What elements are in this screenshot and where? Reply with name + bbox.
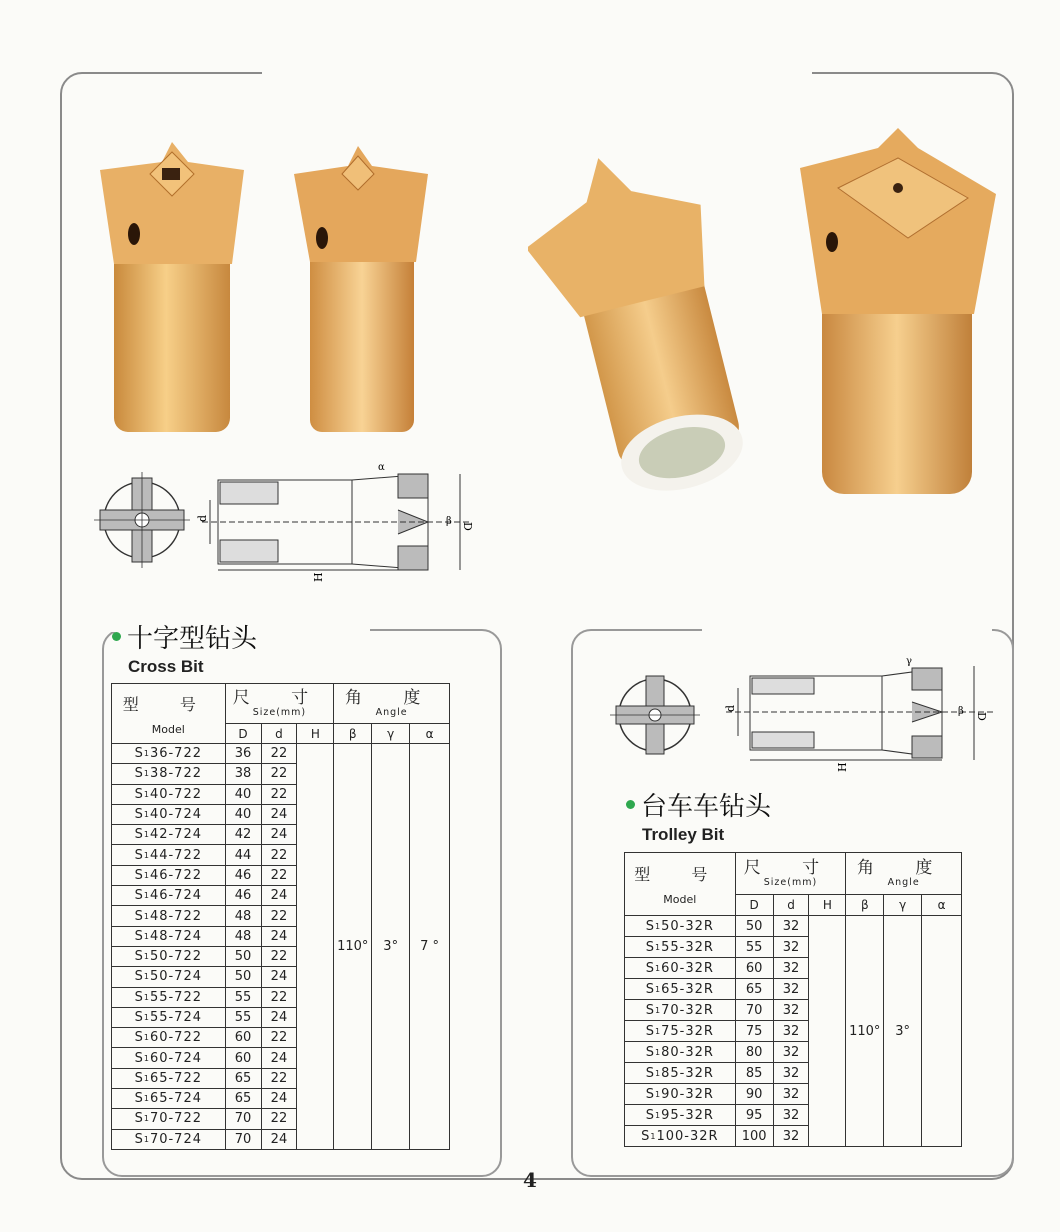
model-cell: S180-32R xyxy=(625,1042,736,1063)
cell-D: 70 xyxy=(225,1109,261,1129)
cell-d: 32 xyxy=(773,979,809,1000)
col-D: D xyxy=(225,724,261,744)
model-cell: S142-724 xyxy=(112,825,226,845)
cell-D: 60 xyxy=(225,1028,261,1048)
cell-d: 22 xyxy=(261,1068,297,1088)
size-header: 尺 寸 Size(mm) xyxy=(735,853,846,895)
col-alpha: α xyxy=(410,724,450,744)
cell-D: 60 xyxy=(225,1048,261,1068)
model-cell: S155-722 xyxy=(112,987,226,1007)
bullet-icon xyxy=(112,632,121,641)
col-D: D xyxy=(735,895,773,916)
trolley-bit-title-cn: 台车车钻头 xyxy=(641,792,772,822)
model-cell: S190-32R xyxy=(625,1084,736,1105)
model-cell: S155-724 xyxy=(112,1007,226,1027)
cell-d: 32 xyxy=(773,958,809,979)
model-cell: S165-32R xyxy=(625,979,736,1000)
cell-beta: 110° xyxy=(846,916,884,1147)
cross-bit-title-en: Cross Bit xyxy=(128,657,204,676)
cell-d: 22 xyxy=(261,1109,297,1129)
cell-d: 24 xyxy=(261,825,297,845)
diagram-label-beta: β xyxy=(446,516,452,527)
bullet-icon xyxy=(626,800,635,809)
diagram-label-D: D xyxy=(461,522,474,531)
col-alpha: α xyxy=(922,895,962,916)
cell-d: 32 xyxy=(773,1126,809,1147)
model-cell: S195-32R xyxy=(625,1105,736,1126)
size-header: 尺 寸 Size(mm) xyxy=(225,684,334,724)
col-d: d xyxy=(773,895,809,916)
diagram-label-d: d xyxy=(196,514,209,522)
trolley-bit-title xyxy=(626,786,771,845)
cross-bit-photo-2 xyxy=(292,142,432,437)
col-H: H xyxy=(809,895,846,916)
cell-D: 80 xyxy=(735,1042,773,1063)
model-cell: S185-32R xyxy=(625,1063,736,1084)
model-cell: S175-32R xyxy=(625,1021,736,1042)
col-gamma: γ xyxy=(884,895,922,916)
col-beta: β xyxy=(846,895,884,916)
trolley-bit-spec-table xyxy=(624,852,962,1147)
cell-d: 22 xyxy=(261,744,297,764)
cell-alpha: 7 ° xyxy=(410,744,450,1150)
cross-bit-section-diagram xyxy=(192,460,478,592)
page-number: 4 xyxy=(523,1168,537,1192)
trolley-bit-section-diagram xyxy=(716,652,1000,780)
cell-D: 65 xyxy=(225,1068,261,1088)
model-cell: S155-32R xyxy=(625,937,736,958)
model-cell: S140-722 xyxy=(112,784,226,804)
table-row xyxy=(625,916,962,937)
model-cell: S160-722 xyxy=(112,1028,226,1048)
model-cell: S148-724 xyxy=(112,926,226,946)
cell-d: 24 xyxy=(261,1089,297,1109)
table-row xyxy=(112,744,450,764)
cell-d: 32 xyxy=(773,1084,809,1105)
col-H: H xyxy=(297,724,334,744)
cell-D: 36 xyxy=(225,744,261,764)
model-cell: S170-724 xyxy=(112,1129,226,1149)
angle-header: 角 度 Angle xyxy=(334,684,450,724)
cell-D: 48 xyxy=(225,906,261,926)
cell-D: 46 xyxy=(225,865,261,885)
model-cell: S165-722 xyxy=(112,1068,226,1088)
cross-bit-title xyxy=(112,618,257,677)
cell-alpha xyxy=(922,916,962,1147)
cross-bit-title-cn: 十字型钻头 xyxy=(127,624,258,654)
cell-d: 32 xyxy=(773,1000,809,1021)
cell-d: 22 xyxy=(261,845,297,865)
cell-d: 32 xyxy=(773,1042,809,1063)
cell-d: 24 xyxy=(261,886,297,906)
cell-D: 38 xyxy=(225,764,261,784)
cell-D: 85 xyxy=(735,1063,773,1084)
cell-gamma: 3° xyxy=(372,744,410,1150)
cell-D: 65 xyxy=(735,979,773,1000)
cell-d: 32 xyxy=(773,916,809,937)
cell-d: 24 xyxy=(261,1129,297,1149)
cell-D: 70 xyxy=(735,1000,773,1021)
model-cell: S160-32R xyxy=(625,958,736,979)
model-cell: S146-722 xyxy=(112,865,226,885)
cell-d: 22 xyxy=(261,906,297,926)
cell-d: 24 xyxy=(261,967,297,987)
cell-H xyxy=(297,744,334,1150)
cell-D: 50 xyxy=(225,946,261,966)
cell-D: 55 xyxy=(225,987,261,1007)
cell-D: 55 xyxy=(735,937,773,958)
cross-bit-photo-3 xyxy=(528,152,760,498)
cell-D: 40 xyxy=(225,804,261,824)
cell-D: 40 xyxy=(225,784,261,804)
cell-d: 24 xyxy=(261,926,297,946)
cell-D: 48 xyxy=(225,926,261,946)
cell-d: 22 xyxy=(261,865,297,885)
cell-d: 32 xyxy=(773,937,809,958)
cell-D: 65 xyxy=(225,1089,261,1109)
cell-D: 42 xyxy=(225,825,261,845)
cell-D: 46 xyxy=(225,886,261,906)
trolley-bit-title-en: Trolley Bit xyxy=(642,825,725,844)
cell-d: 32 xyxy=(773,1105,809,1126)
model-cell: S144-722 xyxy=(112,845,226,865)
trolley-bit-frame-gap xyxy=(702,626,992,632)
diagram-label-H: H xyxy=(312,572,325,582)
angle-header: 角 度 Angle xyxy=(846,853,962,895)
trolley-diagram-label-beta: β xyxy=(958,706,964,717)
model-cell: S1100-32R xyxy=(625,1126,736,1147)
top-frame-gap xyxy=(262,68,812,74)
cell-D: 50 xyxy=(225,967,261,987)
trolley-diagram-label-D: D xyxy=(975,712,988,721)
cell-d: 32 xyxy=(773,1021,809,1042)
cell-d: 22 xyxy=(261,1028,297,1048)
model-cell: S148-722 xyxy=(112,906,226,926)
cell-beta: 110° xyxy=(334,744,372,1150)
cell-D: 55 xyxy=(225,1007,261,1027)
cell-D: 100 xyxy=(735,1126,773,1147)
cross-bit-photo-4 xyxy=(798,128,998,498)
cell-D: 60 xyxy=(735,958,773,979)
model-cell: S150-722 xyxy=(112,946,226,966)
cross-bit-spec-table xyxy=(111,683,450,1150)
cell-D: 90 xyxy=(735,1084,773,1105)
cell-d: 24 xyxy=(261,1007,297,1027)
cell-d: 24 xyxy=(261,1048,297,1068)
trolley-diagram-label-H: H xyxy=(836,762,849,772)
model-header: 型 号 Model xyxy=(112,684,226,744)
model-cell: S150-724 xyxy=(112,967,226,987)
trolley-bit-face-diagram xyxy=(608,668,702,762)
cell-d: 24 xyxy=(261,804,297,824)
cell-D: 50 xyxy=(735,916,773,937)
model-cell: S136-722 xyxy=(112,744,226,764)
cell-H xyxy=(809,916,846,1147)
model-cell: S146-724 xyxy=(112,886,226,906)
model-cell: S165-724 xyxy=(112,1089,226,1109)
col-gamma: γ xyxy=(372,724,410,744)
cell-gamma: 3° xyxy=(884,916,922,1147)
col-beta: β xyxy=(334,724,372,744)
trolley-diagram-label-d: d xyxy=(724,704,737,712)
col-d: d xyxy=(261,724,297,744)
model-cell: S170-32R xyxy=(625,1000,736,1021)
cell-D: 95 xyxy=(735,1105,773,1126)
trolley-diagram-label-gamma: γ xyxy=(906,656,912,667)
model-cell: S160-724 xyxy=(112,1048,226,1068)
cell-d: 22 xyxy=(261,946,297,966)
cross-bit-photo-1 xyxy=(92,134,252,436)
cell-d: 22 xyxy=(261,987,297,1007)
cross-bit-face-diagram xyxy=(92,470,192,570)
model-cell: S138-722 xyxy=(112,764,226,784)
cell-d: 22 xyxy=(261,764,297,784)
cell-d: 22 xyxy=(261,784,297,804)
model-cell: S170-722 xyxy=(112,1109,226,1129)
cell-D: 44 xyxy=(225,845,261,865)
cell-D: 75 xyxy=(735,1021,773,1042)
cell-d: 32 xyxy=(773,1063,809,1084)
diagram-label-alpha: α xyxy=(378,462,385,473)
model-cell: S140-724 xyxy=(112,804,226,824)
model-cell: S150-32R xyxy=(625,916,736,937)
model-header: 型 号 Model xyxy=(625,853,736,916)
cell-D: 70 xyxy=(225,1129,261,1149)
